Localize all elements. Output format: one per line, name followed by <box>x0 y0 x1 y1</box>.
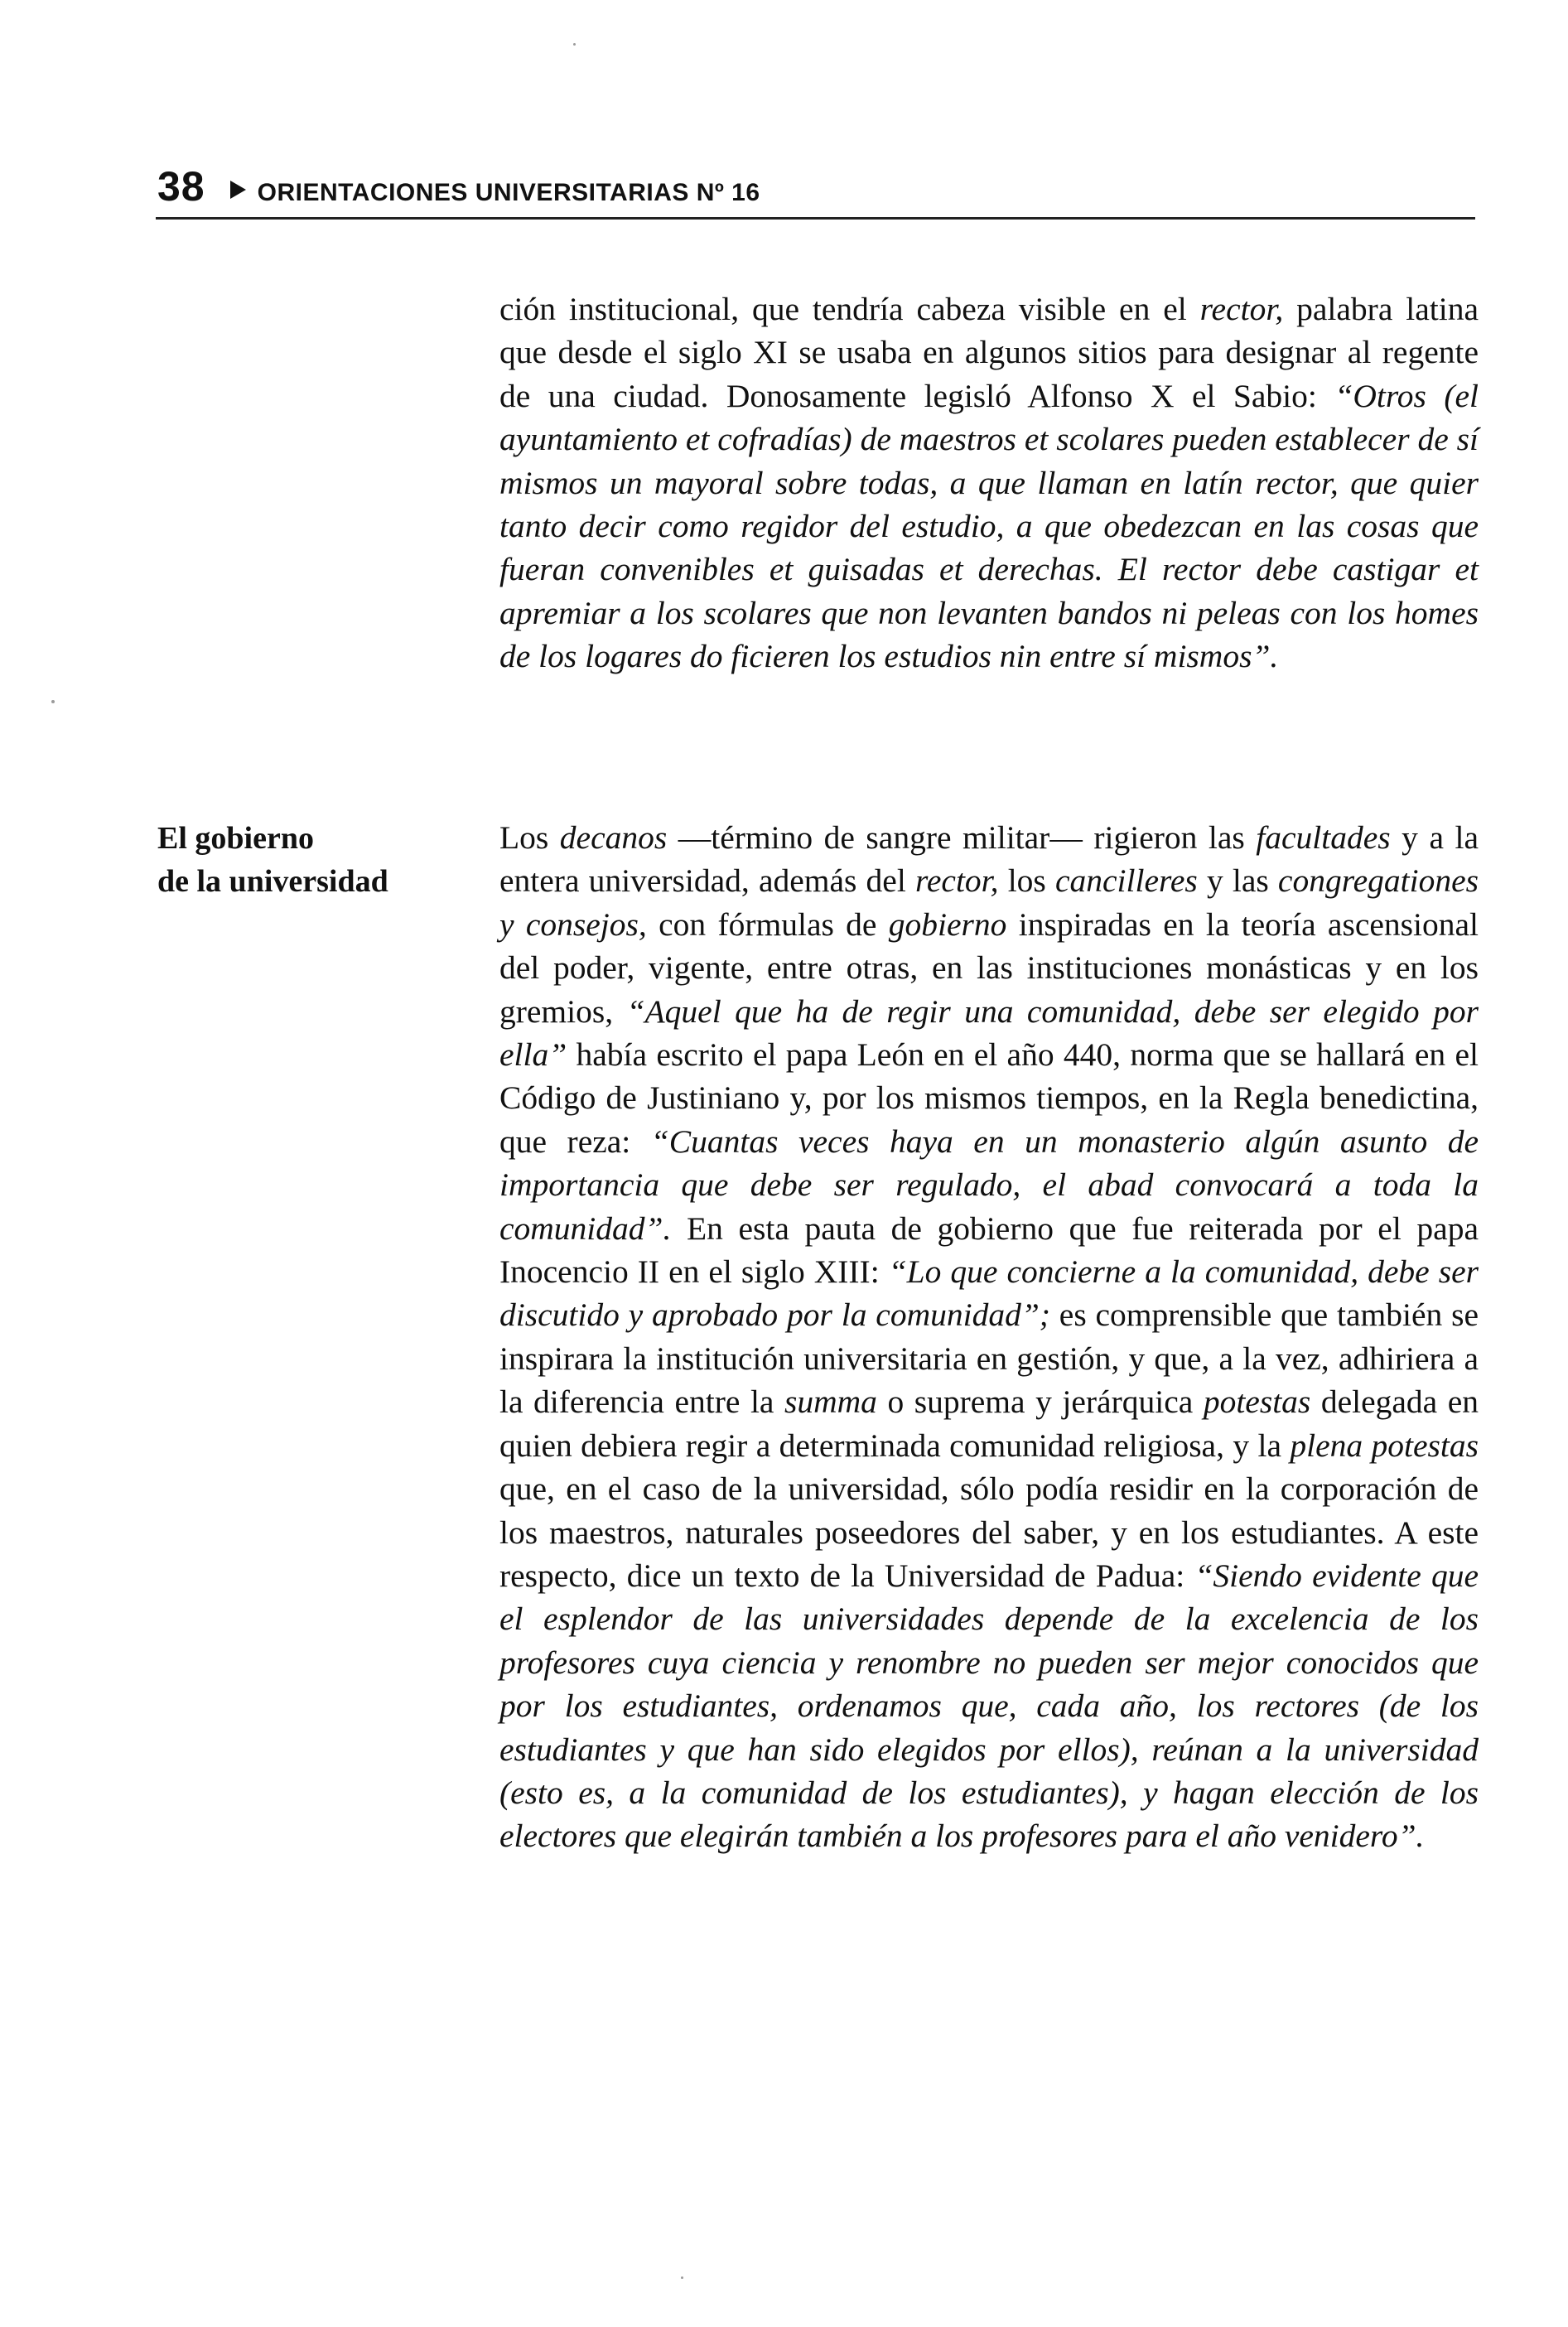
running-header <box>157 162 1474 210</box>
journal-title: ORIENTACIONES UNIVERSITARIAS Nº 16 <box>257 179 760 206</box>
scan-speck <box>51 700 55 703</box>
scan-speck <box>573 43 576 46</box>
section-heading-line-2: de la universidad <box>157 864 388 899</box>
section-heading <box>157 817 472 903</box>
scan-speck <box>681 2276 683 2279</box>
paragraph-gobierno: Los decanos —término de sangre militar— rigieron las facultades y a la entera universidad, además del rector, los cancilleres y las congregationes y consejos, con fórmulas de gobierno inspiradas en la teoría ascensional del poder, vigente, entre otras, en las instituciones monásticas y en los gremios, “Aquel que ha de regir una comunidad, debe ser elegido por ella” había escrito el papa León en el año 440, norma que se hallará en el Código de Justiniano y, por los mismos tiempos, en la Regla benedictina, que reza: “Cuantas veces haya en un monasterio algún asunto de importancia que debe ser regulado, el abad convocará a toda la comunidad”. En esta pauta de gobierno que fue reiterada por el papa Inocencio II en el siglo XIII: “Lo que concierne a la comunidad, debe ser discutido y aprobado por la comunidad”; es comprensible que también se inspirara la institución universitaria en gestión, y que, a la vez, adhiriera a la diferencia entre la summa o suprema y jerárquica potestas delegada en quien debiera regir a determinada comunidad religiosa, y la plena potestas que, en el caso de la universidad, sólo podía residir en la corporación de los maestros, naturales poseedores del saber, y en los estudiantes. A este respecto, dice un texto de la Universidad de Padua: “Siendo evidente que el esplendor de las universidades depende de la excelencia de los profesores cuya ciencia y renombre no pueden ser mejor conocidos que por los estudiantes, ordenamos que, cada año, los rectores (de los estudiantes y que han sido elegidos por ellos), reúnan a la universidad (esto es, a la comunidad de los estudiantes), y hagan elección de los electores que elegirán también a los profesores para el año venidero”. <box>499 819 1479 1855</box>
play-triangle-icon <box>230 181 246 199</box>
header-rule <box>156 217 1475 220</box>
section-heading-line-1: El gobierno <box>157 821 314 856</box>
page-number: 38 <box>157 163 205 210</box>
paragraph-continuation: ción institucional, que tendría cabeza visible en el rector, palabra latina que desde el siglo XI se usaba en algunos sitios para designar al regente de una ciudad. Donosamente legisló Alfonso X el Sabio: “Otros (el ayuntamiento et cofradías) de maestros et scolares pueden establecer de sí mismos un mayoral sobre todas, a que llaman en latín rector, que quier tanto decir como regidor del estudio, a que obedezcan en las cosas que fueran convenibles et guisadas et derechas. El rector debe castigar et apremiar a los scolares que non levanten bandos ni peleas con los homes de los logares do ficieren los estudios nin entre sí mismos”. <box>499 291 1479 675</box>
